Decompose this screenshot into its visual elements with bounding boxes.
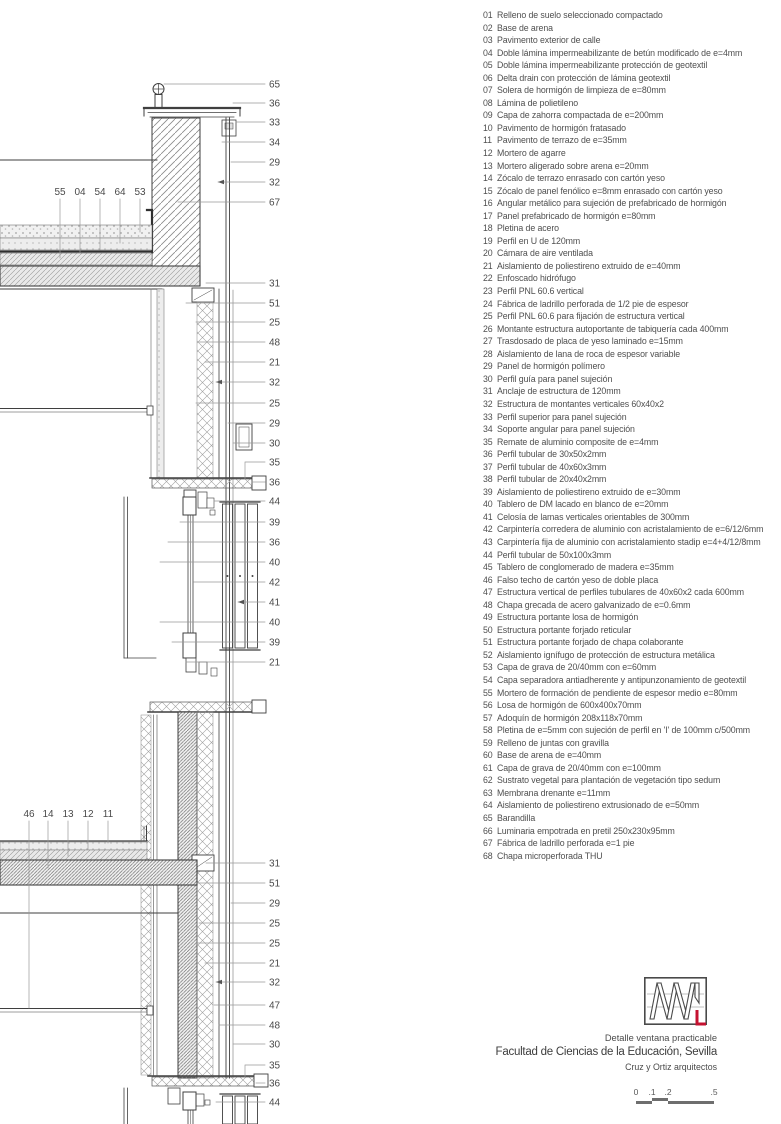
legend-item xyxy=(483,473,763,486)
legend-item-text: Estructura portante losa de hormigón xyxy=(497,612,639,623)
legend-item-number: 63 xyxy=(483,787,493,798)
legend-item xyxy=(483,549,763,562)
legend-item-text: Estructura portante forjado reticular xyxy=(497,624,632,635)
legend-item-text: Perfil en U de 120mm xyxy=(497,235,581,246)
legend-item-number: 53 xyxy=(483,662,493,673)
legend-item-text: Remate de aluminio composite de e=4mm xyxy=(497,436,659,447)
callout-label: 47 xyxy=(269,1000,281,1012)
legend-item-number: 03 xyxy=(483,35,493,46)
callout-label: 39 xyxy=(269,517,281,529)
window-bottom xyxy=(124,1088,260,1124)
callout-label: 29 xyxy=(269,418,281,430)
callout-label: 64 xyxy=(114,187,126,198)
legend-item-text: Panel prefabricado de hormigón e=80mm xyxy=(497,210,656,221)
legend-item-number: 11 xyxy=(483,135,492,146)
legend-item-number: 67 xyxy=(483,838,493,849)
legend-item-number: 33 xyxy=(483,411,493,422)
legend-item-text: Relleno de suelo seleccionado compactado xyxy=(497,10,663,20)
legend-item xyxy=(483,825,763,838)
legend-item-text: Adoquín de hormigón 208x118x70mm xyxy=(497,712,643,723)
legend-item-number: 57 xyxy=(483,712,493,723)
legend-item-text: Trasdosado de placa de yeso laminado e=15mm xyxy=(497,336,683,347)
legend-item-number: 45 xyxy=(483,562,493,573)
legend-item-text: Base de arena de e=40mm xyxy=(497,750,602,761)
legend-item xyxy=(483,298,763,311)
legend-item-number: 24 xyxy=(483,298,493,309)
legend-item-number: 65 xyxy=(483,813,493,823)
legend-item-text: Carpintería corredera de aluminio con acristalamiento de e=6/12/6mm xyxy=(497,524,764,535)
legend-item-number: 20 xyxy=(483,248,493,259)
legend-item xyxy=(483,109,763,122)
callout-label: 36 xyxy=(269,537,281,549)
cruz-y-ortiz-logo xyxy=(644,977,707,1031)
callout-label: 04 xyxy=(74,187,86,198)
legend-item xyxy=(483,661,763,674)
legend-item xyxy=(483,122,763,135)
legend-item xyxy=(483,799,763,812)
legend-item xyxy=(483,561,763,574)
legend-item-number: 36 xyxy=(483,449,493,460)
legend-item-text: Mortero de formación de pendiente de espesor medio e=80mm xyxy=(497,687,738,698)
bottom-sill xyxy=(148,1074,268,1106)
callout-label: 12 xyxy=(82,809,94,820)
legend-item xyxy=(483,97,763,110)
callout-label: 14 xyxy=(42,809,54,820)
callout-label: 32 xyxy=(269,977,281,989)
legend-item-text: Angular metálico para sujeción de prefabricado de hormigón xyxy=(497,198,727,209)
callout-label: 21 xyxy=(269,357,281,369)
legend-item xyxy=(483,197,763,210)
callout-label: 46 xyxy=(23,809,35,820)
legend-item-number: 43 xyxy=(483,536,493,547)
legend-item xyxy=(483,461,763,474)
legend-item-number: 16 xyxy=(483,198,493,209)
legend-item xyxy=(483,436,763,449)
legend-item-text: Capa separadora antiadherente y antipunzonamiento de geotextil xyxy=(497,674,747,685)
legend-item-text: Pletina de acero xyxy=(497,223,559,234)
legend-item-text: Perfil tubular de 30x50x2mm xyxy=(497,449,607,460)
callout-label: 55 xyxy=(54,187,66,198)
legend-item-number: 26 xyxy=(483,323,493,334)
legend-item xyxy=(483,762,763,775)
legend-item-number: 48 xyxy=(483,599,493,610)
legend-item-text: Enfoscado hidrófugo xyxy=(497,273,576,284)
legend-item-number: 61 xyxy=(483,762,493,773)
legend-item xyxy=(483,34,763,47)
legend-item-number: 62 xyxy=(483,775,493,786)
legend-item xyxy=(483,310,763,323)
legend-item-text: Capa de zahorra compactada de e=200mm xyxy=(497,110,664,121)
legend-item xyxy=(483,812,763,825)
legend-item-number: 14 xyxy=(483,173,493,184)
legend-item-text: Perfil tubular de 50x100x3mm xyxy=(497,549,612,560)
legend-item-number: 02 xyxy=(483,22,493,33)
legend-item xyxy=(483,536,763,549)
legend-item-text: Perfil tubular de 20x40x2mm xyxy=(497,474,607,485)
legend-item xyxy=(483,59,763,72)
legend-item xyxy=(483,84,763,97)
sheet-caption: Detalle ventana practicable xyxy=(604,1033,717,1043)
legend-item-number: 29 xyxy=(483,361,493,372)
legend-item-text: Doble lámina impermeabilizante protección de geotextil xyxy=(497,60,708,71)
legend-item-text: Falso techo de cartón yeso de doble placa xyxy=(497,574,659,585)
scale-segment xyxy=(668,1101,714,1104)
legend-item xyxy=(483,185,763,198)
legend-item xyxy=(483,72,763,85)
section-drawing xyxy=(0,0,310,1124)
legend-item-number: 18 xyxy=(483,223,493,234)
legend-item-text: Luminaria empotrada en pretil 250x230x95mm xyxy=(497,825,675,836)
legend-item-text: Tablero de DM lacado en blanco de e=20mm xyxy=(497,499,669,510)
legend-item-number: 55 xyxy=(483,687,493,698)
legend-item-text: Perfil tubular de 40x60x3mm xyxy=(497,461,607,472)
legend-item-text: Base de arena xyxy=(497,22,553,33)
callout-label: 42 xyxy=(269,577,281,589)
callout-label: 44 xyxy=(269,1097,281,1109)
legend-item xyxy=(483,323,763,336)
callout-label: 25 xyxy=(269,317,281,329)
legend-item-text: Perfil superior para panel sujeción xyxy=(497,411,627,422)
callout-label: 48 xyxy=(269,1020,281,1032)
legend-item xyxy=(483,837,763,850)
legend-item-number: 28 xyxy=(483,348,493,359)
facade-skin xyxy=(226,118,233,1078)
legend-item-text: Chapa grecada de acero galvanizado de e=0.6mm xyxy=(497,599,691,610)
legend-item xyxy=(483,611,763,624)
legend-item xyxy=(483,160,763,173)
lower-wall xyxy=(141,712,219,1078)
legend-item-text: Perfil PNL 60.6 vertical xyxy=(497,286,584,297)
callout-label: 32 xyxy=(269,177,281,189)
legend-item-text: Aislamiento de lana de roca de espesor variable xyxy=(497,348,681,359)
legend-item-text: Aislamiento de poliestireno extrusionado de e=50mm xyxy=(497,800,700,811)
legend-item xyxy=(483,260,763,273)
legend-item-number: 22 xyxy=(483,273,493,284)
legend-item-number: 66 xyxy=(483,825,493,836)
legend-item-number: 05 xyxy=(483,60,493,71)
callout-label: 30 xyxy=(269,1039,281,1051)
legend-item-text: Perfil guía para panel sujeción xyxy=(497,373,613,384)
legend-item-text: Anclaje de estructura de 120mm xyxy=(497,386,621,397)
legend-item xyxy=(483,335,763,348)
legend-item-text: Capa de grava de 20/40mm con e=60mm xyxy=(497,662,657,673)
legend-item-text: Lámina de polietileno xyxy=(497,97,579,108)
callout-label: 11 xyxy=(102,809,114,820)
callout-label: 25 xyxy=(269,398,281,410)
callout-label: 29 xyxy=(269,898,281,910)
legend-item-number: 15 xyxy=(483,185,493,196)
callout-label: 33 xyxy=(269,117,281,129)
legend-item-text: Doble lámina impermeabilizante de betún modificado de e=4mm xyxy=(497,47,743,58)
legend-item-text: Fábrica de ladrillo perforada de 1/2 pie de espesor xyxy=(497,298,689,309)
legend-item xyxy=(483,222,763,235)
legend-item xyxy=(483,486,763,499)
legend-item xyxy=(483,498,763,511)
legend-item-text: Cámara de aire ventilada xyxy=(497,248,593,259)
scale-bar-graphic xyxy=(636,1098,714,1104)
legend-item xyxy=(483,636,763,649)
callout-label: 44 xyxy=(269,496,281,508)
callout-label: 40 xyxy=(269,557,281,569)
legend-item-number: 21 xyxy=(483,260,493,271)
legend-item-number: 64 xyxy=(483,800,493,811)
legend-item xyxy=(483,749,763,762)
legend-item-text: Aislamiento de poliestireno extruido de e=30mm xyxy=(497,486,681,497)
legend-item-number: 08 xyxy=(483,97,493,108)
legend-item-number: 47 xyxy=(483,587,493,598)
legend-item-number: 51 xyxy=(483,637,493,648)
legend-item-number: 12 xyxy=(483,148,493,159)
legend-item xyxy=(483,674,763,687)
scale-label-05: .5 xyxy=(710,1087,718,1097)
legend-item xyxy=(483,22,763,35)
legend-item xyxy=(483,210,763,223)
legend-item xyxy=(483,699,763,712)
legend-item-text: Aislamiento ignífugo de protección de estructura metálica xyxy=(497,649,715,660)
legend-item xyxy=(483,687,763,700)
upper-wall xyxy=(151,288,252,478)
callout-label: 13 xyxy=(62,809,74,820)
mid-sill xyxy=(148,658,266,713)
legend-item xyxy=(483,448,763,461)
callout-label: 34 xyxy=(269,137,281,149)
legend-item xyxy=(483,774,763,787)
legend-item-number: 50 xyxy=(483,624,493,635)
callout-label: 67 xyxy=(269,197,281,209)
callout-label: 29 xyxy=(269,157,281,169)
legend-item-text: Pavimento exterior de calle xyxy=(497,35,601,46)
legend-item xyxy=(483,272,763,285)
window-middle xyxy=(124,497,260,658)
architects-name: Cruz y Ortiz arquitectos xyxy=(625,1062,717,1072)
legend-item-text: Tablero de conglomerado de madera e=35mm xyxy=(497,562,674,573)
legend-list xyxy=(483,9,763,862)
callout-label: 21 xyxy=(269,657,281,669)
callout-label: 53 xyxy=(134,187,146,198)
floor-slab xyxy=(0,826,197,913)
scale-label-01: .1 xyxy=(648,1087,656,1097)
callout-label: 51 xyxy=(269,878,281,890)
callout-label: 51 xyxy=(269,298,281,310)
legend-item xyxy=(483,737,763,750)
legend-item-number: 04 xyxy=(483,47,493,58)
legend-item-text: Estructura portante forjado de chapa colaborante xyxy=(497,637,684,648)
legend-item xyxy=(483,574,763,587)
legend-item-text: Carpintería fija de aluminio con acristalamiento stadip e=4+4/12/8mm xyxy=(497,536,761,547)
legend-item xyxy=(483,398,763,411)
legend-item xyxy=(483,373,763,386)
legend-item-number: 52 xyxy=(483,649,493,660)
legend-item-text: Soporte angular para panel sujeción xyxy=(497,424,635,435)
legend-item-number: 01 xyxy=(483,10,493,20)
legend-item xyxy=(483,9,763,22)
legend-item xyxy=(483,134,763,147)
callout-label: 32 xyxy=(269,377,281,389)
legend-item xyxy=(483,348,763,361)
callout-label: 30 xyxy=(269,438,281,450)
legend-item-number: 39 xyxy=(483,486,493,497)
legend-item xyxy=(483,235,763,248)
legend-item-text: Montante estructura autoportante de tabiquería cada 400mm xyxy=(497,323,729,334)
legend-item xyxy=(483,285,763,298)
legend-item xyxy=(483,624,763,637)
callout-label: 36 xyxy=(269,477,281,489)
callout-label: 36 xyxy=(269,1078,281,1090)
legend-item-text: Celosía de lamas verticales orientables de 300mm xyxy=(497,511,690,522)
legend-item-text: Estructura de montantes verticales 60x40x2 xyxy=(497,398,664,409)
legend-item-number: 07 xyxy=(483,85,493,96)
legend-item-text: Membrana drenante e=11mm xyxy=(497,787,611,798)
legend-item xyxy=(483,47,763,60)
legend-item-number: 10 xyxy=(483,122,493,133)
legend-item-text: Zócalo de panel fenólico e=8mm enrasado con cartón yeso xyxy=(497,185,723,196)
legend-item-number: 35 xyxy=(483,436,493,447)
legend-item xyxy=(483,511,763,524)
legend-item-text: Relleno de juntas con gravilla xyxy=(497,737,609,748)
callout-label: 39 xyxy=(269,637,281,649)
legend-item-number: 31 xyxy=(483,386,493,397)
legend-item-text: Pletina de e=5mm con sujeción de perfil en 'I' de 100mm c/500mm xyxy=(497,725,751,736)
legend-item-number: 49 xyxy=(483,612,493,623)
legend-item-number: 27 xyxy=(483,336,493,347)
legend-item-text: Perfil PNL 60.6 para fijación de estructura vertical xyxy=(497,311,685,322)
legend-item-text: Capa de grava de 20/40mm con e=100mm xyxy=(497,762,661,773)
legend-item-number: 17 xyxy=(483,210,493,221)
legend-item-text: Pavimento de terrazo de e=35mm xyxy=(497,135,627,146)
callout-label: 31 xyxy=(269,278,281,290)
legend-item-number: 06 xyxy=(483,72,493,83)
legend-item-number: 37 xyxy=(483,461,493,472)
callout-label: 31 xyxy=(269,858,281,870)
legend-item xyxy=(483,787,763,800)
legend-item-text: Pavimento de hormigón fratasado xyxy=(497,122,626,133)
legend-item-number: 30 xyxy=(483,373,493,384)
legend-item-text: Fábrica de ladrillo perforada e=1 pie xyxy=(497,838,635,849)
legend-item xyxy=(483,724,763,737)
callout-label: 65 xyxy=(269,79,281,91)
legend-item-text: Mortero de agarre xyxy=(497,148,566,159)
legend-item-number: 32 xyxy=(483,398,493,409)
legend-item-text: Estructura vertical de perfiles tubulares de 40x60x2 cada 600mm xyxy=(497,587,744,598)
legend-item xyxy=(483,385,763,398)
upper-sill xyxy=(150,476,266,515)
legend-item xyxy=(483,599,763,612)
legend-item xyxy=(483,712,763,725)
legend-item xyxy=(483,586,763,599)
legend-item-text: Barandilla xyxy=(497,813,536,823)
legend-item xyxy=(483,649,763,662)
callout-label: 40 xyxy=(269,617,281,629)
legend-item xyxy=(483,172,763,185)
legend-item-text: Aislamiento de poliestireno extruido de e=40mm xyxy=(497,260,681,271)
legend-item xyxy=(483,147,763,160)
callout-label: 25 xyxy=(269,918,281,930)
suspended-ceilings xyxy=(0,406,153,1015)
legend-item-number: 59 xyxy=(483,737,493,748)
scale-bar xyxy=(633,1087,718,1107)
callout-arrow xyxy=(238,600,244,604)
legend-item-number: 13 xyxy=(483,160,493,171)
legend-item-number: 60 xyxy=(483,750,493,761)
legend-item-number: 09 xyxy=(483,110,493,121)
legend-item-number: 25 xyxy=(483,311,493,322)
legend-item-number: 38 xyxy=(483,474,493,485)
legend-item xyxy=(483,247,763,260)
callout-arrow xyxy=(218,180,224,184)
legend-item-text: Solera de hormigón de limpieza de e=80mm xyxy=(497,85,666,96)
legend-item-number: 34 xyxy=(483,424,493,435)
legend-item-text: Delta drain con protección de lámina geotextil xyxy=(497,72,671,83)
callout-label: 54 xyxy=(94,187,106,198)
project-title: Facultad de Ciencias de la Educación, Sevilla xyxy=(495,1046,717,1058)
legend-item xyxy=(483,423,763,436)
callout-label: 25 xyxy=(269,938,281,950)
legend-item-number: 19 xyxy=(483,235,493,246)
legend-item-number: 42 xyxy=(483,524,493,535)
scale-label-0: 0 xyxy=(633,1087,639,1097)
legend-item xyxy=(483,850,763,863)
callout-label: 21 xyxy=(269,958,281,970)
callout-label: 36 xyxy=(269,98,281,110)
scale-segment xyxy=(652,1098,668,1101)
callout-label: 35 xyxy=(269,1060,281,1072)
legend-item-text: Chapa microperforada THU xyxy=(497,850,603,861)
legend-item-number: 44 xyxy=(483,549,493,560)
callout-label: 35 xyxy=(269,457,281,469)
legend-item xyxy=(483,411,763,424)
legend-item-text: Panel de hormigón polímero xyxy=(497,361,605,372)
legend-item-number: 40 xyxy=(483,499,493,510)
legend-item-number: 23 xyxy=(483,286,493,297)
legend-item-text: Losa de hormigón de 600x400x70mm xyxy=(497,700,642,711)
legend-item-number: 68 xyxy=(483,850,493,861)
legend-item-number: 46 xyxy=(483,574,493,585)
legend-item-number: 56 xyxy=(483,700,493,711)
callout-label: 41 xyxy=(269,597,281,609)
legend-item-number: 58 xyxy=(483,725,493,736)
legend-item-text: Zócalo de terrazo enrasado con cartón yeso xyxy=(497,173,665,184)
scale-label-02: .2 xyxy=(664,1087,672,1097)
legend-item-number: 54 xyxy=(483,674,493,685)
callout-label: 48 xyxy=(269,337,281,349)
scale-segment xyxy=(636,1101,652,1104)
legend-item-text: Mortero aligerado sobre arena e=20mm xyxy=(497,160,649,171)
legend-item-number: 41 xyxy=(483,511,493,522)
legend-item xyxy=(483,523,763,536)
legend-item xyxy=(483,360,763,373)
legend-item-text: Sustrato vegetal para plantación de vegetación tipo sedum xyxy=(497,775,721,786)
